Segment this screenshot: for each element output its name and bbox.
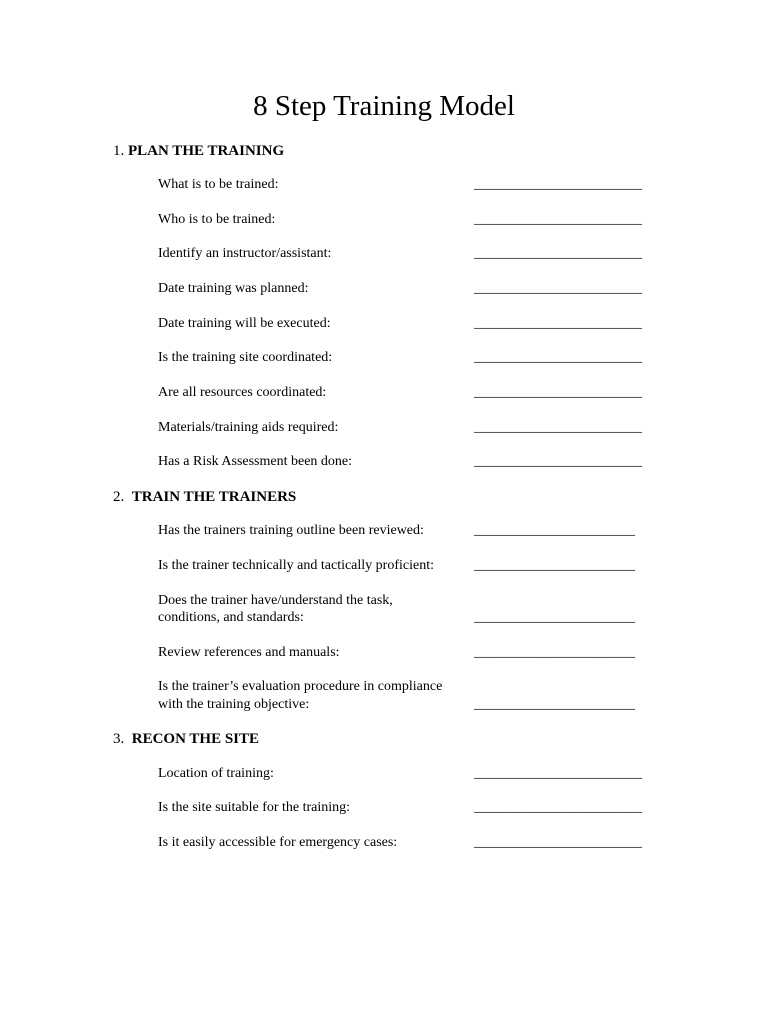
item-label-line1: Does the trainer have/understand the task, [158, 593, 393, 608]
item-label: Identify an instructor/assistant: [158, 246, 332, 261]
item-label: What is to be trained: [158, 177, 279, 192]
item-label: Date training was planned: [158, 281, 309, 296]
answer-blank[interactable]: ________________________ [474, 212, 642, 227]
item-label: Is the site suitable for the training: [158, 800, 351, 815]
item-label: Has the trainers training outline been reviewed: [158, 523, 424, 538]
item-label-line2: conditions, and standards: [158, 610, 304, 625]
answer-blank[interactable]: _______________________ [474, 645, 635, 660]
answer-blank[interactable]: ________________________ [474, 246, 642, 261]
section-number: 3. [113, 731, 125, 747]
answer-blank[interactable]: ________________________ [474, 281, 642, 296]
section-title: PLAN THE TRAINING [128, 143, 285, 159]
section-heading-recon-the-site [113, 730, 259, 748]
section-title: RECON THE SITE [131, 731, 260, 747]
item-label-line2: with the training objective: [158, 697, 310, 712]
item-label: Date training will be executed: [158, 316, 331, 331]
section-heading-train-the-trainers [113, 488, 296, 506]
answer-blank[interactable]: _______________________ [474, 610, 635, 625]
answer-blank[interactable]: ________________________ [474, 316, 642, 331]
answer-blank[interactable]: ________________________ [474, 420, 642, 435]
item-label: Location of training: [158, 766, 274, 781]
answer-blank[interactable]: _______________________ [474, 523, 635, 538]
item-label: Is it easily accessible for emergency cases: [158, 835, 398, 850]
item-label: Are all resources coordinated: [158, 385, 327, 400]
item-label: Review references and manuals: [158, 645, 340, 660]
section-number: 2. [113, 489, 125, 505]
answer-blank[interactable]: _______________________ [474, 697, 635, 712]
answer-blank[interactable]: ________________________ [474, 177, 642, 192]
section-heading-plan-the-training [113, 142, 284, 160]
answer-blank[interactable]: ________________________ [474, 385, 642, 400]
item-label: Is the trainer technically and tactically proficient: [158, 558, 434, 573]
item-label-line1: Is the trainer’s evaluation procedure in compliance [158, 679, 443, 694]
page-title: 8 Step Training Model [253, 90, 515, 122]
item-label: Is the training site coordinated: [158, 350, 333, 365]
answer-blank[interactable]: ________________________ [474, 454, 642, 469]
answer-blank[interactable]: ________________________ [474, 835, 642, 850]
answer-blank[interactable]: _______________________ [474, 558, 635, 573]
item-label: Who is to be trained: [158, 212, 276, 227]
section-title: TRAIN THE TRAINERS [131, 489, 297, 505]
answer-blank[interactable]: ________________________ [474, 350, 642, 365]
answer-blank[interactable]: ________________________ [474, 766, 642, 781]
answer-blank[interactable]: ________________________ [474, 800, 642, 815]
item-label: Has a Risk Assessment been done: [158, 454, 353, 469]
item-label: Materials/training aids required: [158, 420, 339, 435]
section-number: 1. [113, 143, 125, 159]
